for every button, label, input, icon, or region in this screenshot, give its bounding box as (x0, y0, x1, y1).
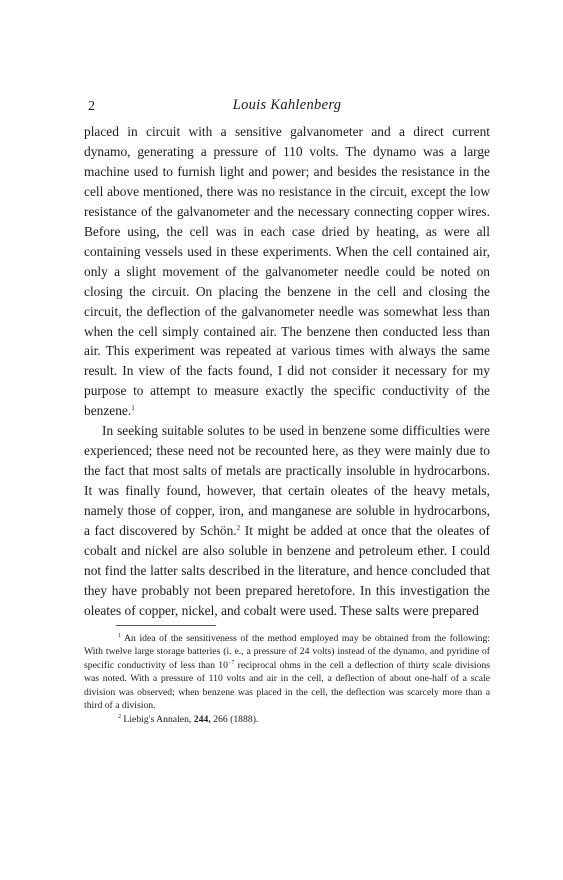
paragraph-1-text: placed in circuit with a sensitive galvanometer and a direct current dynamo, generating a pressure of 110 volts. The dynamo was a large machine used to furnish light and power; and besides the resistance in the cell above mentioned, there was no resistance in the circuit, except the low resistance of the galvanometer and the necessary connecting copper wires. Before using, the cell was in each case dried by heating, as were all containing vessels used in these experiments. When the cell contained air, only a slight movement of the galvanometer needle could be noted on closing the circuit. On placing the benzene in the cell and closing the circuit, the deflection of the galvanometer needle was somewhat less than when the cell simply contained air. The benzene then conducted less than air. This experiment was repeated at various times with always the same result. In view of the facts found, I did not consider it necessary for my purpose to attempt to measure exactly the specific conductivity of the benzene. (84, 124, 490, 419)
footnotes (84, 632, 490, 727)
paragraph-2-text-before: In seeking suitable solutes to be used in benzene some difficulties were experienced; these need not be recounted here, as they were mainly due to the fact that most salts of metals are practically insoluble in hydrocarbons. It was finally found, however, that certain oleates of the heavy metals, namely those of copper, iron, and manganese are soluble in hydrocarbons, a fact discovered by Schön. (84, 423, 490, 539)
body-text (84, 122, 490, 621)
paragraph-1 (84, 122, 490, 421)
page-header (84, 96, 490, 120)
footnote-2-text-b: 266 (1888). (210, 713, 259, 725)
footnote-ref-1: 1 (131, 404, 135, 413)
footnote-2 (84, 713, 490, 727)
footnote-2-text-a: Liebig's Annalen, (123, 713, 194, 725)
page-number: 2 (88, 99, 95, 114)
footnote-ref-2: 2 (236, 524, 241, 533)
paragraph-2-text-after: It might be added at once that the oleates of cobalt and nickel are also soluble in benzene and petroleum ether. I could not find the latter salts described in the literature, and hence concluded that they have probably not been prepared heretofore. In this investigation the oleates of copper, nickel, and cobalt were used. These salts were prepared (84, 523, 490, 618)
footnote-1-text-a: An idea of the sensitiveness of the method employed may be obtained from the following: With twelve large storage batteries (i. e., a pressure of 24 volts) instead of the dynamo, and pyridine of specific conductivity of less than 10 (84, 632, 490, 671)
footnote-divider (116, 625, 216, 626)
running-title: Louis Kahlenberg (232, 97, 342, 113)
footnote-2-mark: 2 (118, 713, 121, 720)
footnote-1-exponent: −7 (227, 659, 235, 666)
page (84, 96, 490, 726)
footnote-1 (84, 632, 490, 713)
footnote-1-mark: 1 (118, 632, 121, 639)
footnote-1-text-b: reciprocal ohms in the cell a deflection of thirty scale divisions was noted. With a pressure of 110 volts and air in the cell, a deflection of about one-half of a scale division was observed; when benzene was placed in the cell, the deflection was scarcely more than a third of a division. (84, 659, 490, 712)
footnote-2-volume: 244, (193, 713, 211, 725)
paragraph-2 (84, 421, 490, 621)
